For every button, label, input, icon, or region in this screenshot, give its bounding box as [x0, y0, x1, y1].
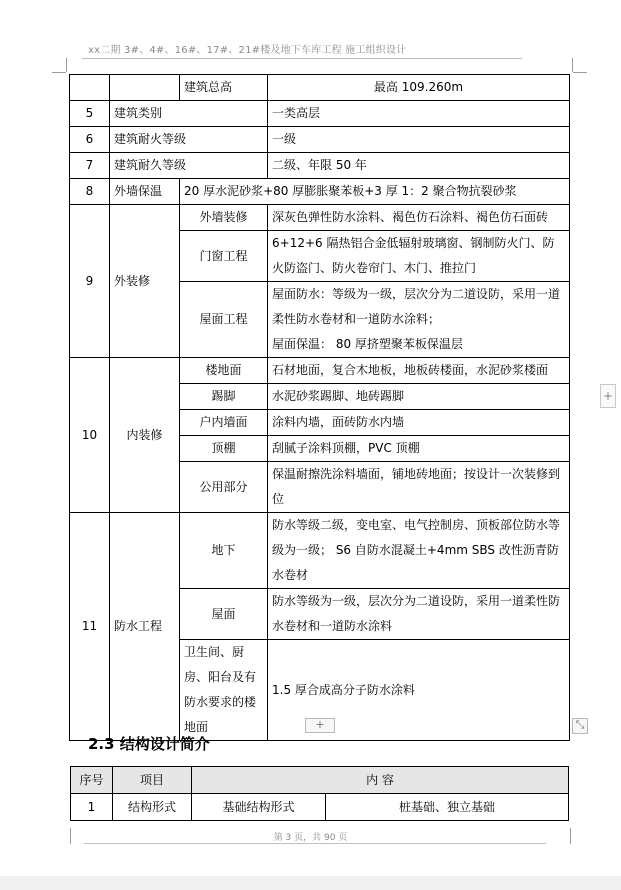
cell-value: 最高 109.260m	[268, 75, 570, 101]
section-title: 2.3 结构设计简介	[88, 735, 210, 753]
cell-sub: 屋面工程	[180, 282, 268, 358]
cell-value: 桩基础、独立基础	[326, 794, 569, 821]
table-row	[70, 101, 570, 127]
structure-design-table	[70, 766, 569, 821]
cell-value: 涂料内墙，面砖防水内墙	[268, 410, 570, 436]
cell-value: 防水等级为一级，层次分为二道设防，采用一道柔性防水卷材和一道防水涂料	[268, 589, 570, 640]
cell-value: 石材地面，复合木地板，地板砖楼面，水泥砂浆楼面	[268, 358, 570, 384]
table-row	[71, 794, 569, 821]
cell-value	[268, 282, 570, 358]
footer-rule	[84, 843, 546, 844]
cell-label: 外墙保温	[110, 179, 180, 205]
cell-sub: 卫生间、厨房、阳台及有防水要求的楼地面	[180, 640, 268, 741]
cell-sub: 外墙装修	[180, 205, 268, 231]
window-bottom-strip	[0, 876, 621, 890]
cell-value: 水泥砂浆踢脚、地砖踢脚	[268, 384, 570, 410]
crop-mark-top-right-h	[573, 72, 587, 73]
cell-sub: 屋面	[180, 589, 268, 640]
cell-sub: 楼地面	[180, 358, 268, 384]
cell-value: 防水等级二级，变电室、电气控制房、顶板部位防水等级为一级； S6 自防水混凝土+4mm SBS 改性沥青防水卷材	[268, 513, 570, 589]
cell-item: 结构形式	[113, 794, 192, 821]
cell-no: 6	[70, 127, 110, 153]
table-row	[70, 205, 570, 231]
plus-icon: +	[602, 389, 614, 403]
cell-sub: 基础结构形式	[192, 794, 326, 821]
cell-sub: 户内墙面	[180, 410, 268, 436]
plus-icon: +	[315, 718, 325, 731]
cell-no: 7	[70, 153, 110, 179]
cell-value: 二级、年限 50 年	[268, 153, 570, 179]
table-row	[70, 75, 570, 101]
cell-no: 5	[70, 101, 110, 127]
cell-value: 6+12+6 隔热铝合金低辐射玻璃窗、钢制防火门、防火防盗门、防火卷帘门、木门、推拉门	[268, 231, 570, 282]
cell-label: 内装修	[110, 358, 180, 513]
cell-value: 一级	[268, 127, 570, 153]
cell-value: 1.5 厚合成高分子防水涂料	[268, 640, 570, 741]
cell-no: 8	[70, 179, 110, 205]
cell-no	[70, 75, 110, 101]
cell-label: 建筑总高	[180, 75, 268, 101]
cell-sub: 门窗工程	[180, 231, 268, 282]
table-row	[70, 179, 570, 205]
cell-no: 11	[70, 513, 110, 741]
cell-no: 9	[70, 205, 110, 358]
building-info-table	[69, 74, 570, 741]
cell-label: 建筑耐火等级	[110, 127, 268, 153]
cell-label: 外装修	[110, 205, 180, 358]
page-number: 第 3 页，共 90 页	[273, 833, 348, 843]
crop-mark-top-left-h	[52, 72, 66, 73]
table-row	[70, 127, 570, 153]
cell-value: 深灰色弹性防水涂料、褐色仿石涂料、褐色仿石面砖	[268, 205, 570, 231]
crop-mark-top-right	[572, 58, 573, 72]
header-no: 序号	[71, 767, 113, 794]
cell-no: 1	[71, 794, 113, 821]
cell-value: 20 厚水泥砂浆+80 厚膨胀聚苯板+3 厚 1：2 聚合物抗裂砂浆	[180, 179, 570, 205]
cell-label: 建筑类别	[110, 101, 268, 127]
cell-sub: 地下	[180, 513, 268, 589]
header-item: 项目	[113, 767, 192, 794]
table-row	[70, 153, 570, 179]
page-header: xx二期 3#、4#、16#、17#、21#楼及地下车库工程 施工组织设计	[88, 45, 407, 56]
roof-insulation-text: 屋面保温： 80 厚挤塑聚苯板保温层	[272, 337, 463, 351]
cell-empty	[110, 75, 180, 101]
side-add-button[interactable]	[600, 384, 616, 408]
cell-label: 防水工程	[110, 513, 180, 741]
cell-label: 建筑耐久等级	[110, 153, 268, 179]
add-row-button[interactable]	[305, 718, 335, 733]
cell-value: 刮腻子涂料顶棚，PVC 顶棚	[268, 436, 570, 462]
header-content: 内 容	[192, 767, 569, 794]
table-row	[70, 358, 570, 384]
table-header-row	[71, 767, 569, 794]
cell-sub: 顶棚	[180, 436, 268, 462]
table-resize-handle[interactable]	[572, 718, 588, 734]
cell-sub: 公用部分	[180, 462, 268, 513]
cell-value: 保温耐擦洗涂料墙面，铺地砖地面；按设计一次装修到位	[268, 462, 570, 513]
resize-icon: ⤡	[575, 718, 585, 731]
header-rule	[82, 58, 522, 59]
cell-no: 10	[70, 358, 110, 513]
table-row	[70, 513, 570, 589]
cell-sub: 踢脚	[180, 384, 268, 410]
cell-value: 一类高层	[268, 101, 570, 127]
roof-waterproof-text: 屋面防水：等级为一级，层次分为二道设防，采用一道柔性防水卷材和一道防水涂料；	[272, 287, 561, 326]
crop-mark-top-left	[66, 58, 67, 72]
